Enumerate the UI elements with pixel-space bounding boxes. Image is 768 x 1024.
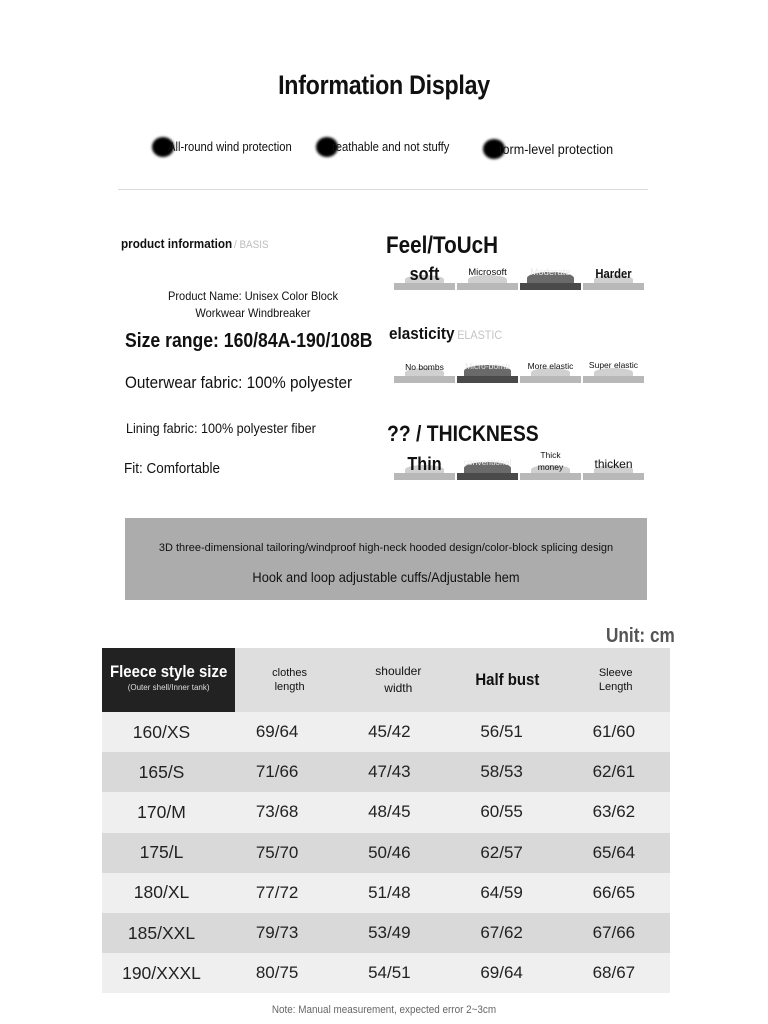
measure-cell: 60/55	[480, 802, 523, 822]
size-cell: 160/XS	[132, 721, 191, 742]
product-name: Product Name: Unisex Color Block Workwear Windbreaker	[168, 289, 338, 320]
measure-cell: 73/68	[255, 802, 299, 822]
measure-cell: 67/66	[592, 923, 636, 943]
thickness-scale	[394, 449, 644, 480]
size-cell: 180/XL	[133, 882, 190, 903]
banner-line-cuffs: Hook and loop adjustable cuffs/Adjustable hem	[252, 570, 520, 585]
feature-wind-protection	[152, 136, 306, 158]
table-row	[102, 833, 670, 873]
measure-cell: 58/53	[480, 762, 523, 782]
fit: Fit: Comfortable	[124, 460, 221, 477]
measure-cell: 69/64	[255, 722, 299, 742]
feature-storm-protection	[483, 138, 626, 160]
scale-option: Harder	[583, 262, 644, 290]
elasticity-scale	[394, 356, 644, 383]
measure-cell: 77/72	[255, 882, 299, 902]
outerwear-fabric: Outerwear fabric: 100% polyester	[125, 373, 353, 392]
table-header	[102, 648, 670, 712]
scale-option: Thin	[394, 449, 455, 480]
scale-option: conventional	[457, 449, 518, 480]
product-info-title: product information	[121, 236, 233, 251]
size-cell: 185/XXL	[127, 922, 196, 943]
header-shoulder-width: shoulder width	[375, 664, 422, 695]
design-banner	[125, 518, 647, 600]
scale-option: Micro-bomb	[457, 356, 518, 383]
scale-option: Super elastic	[583, 356, 644, 383]
measure-cell: 50/46	[368, 842, 411, 862]
scale-option: Moderate	[520, 262, 581, 290]
measure-cell: 61/60	[592, 722, 636, 742]
measure-cell: 45/42	[368, 722, 411, 742]
measure-cell: 79/73	[255, 923, 299, 943]
scale-option: No bombs	[394, 356, 455, 383]
page-title: Information Display	[278, 70, 490, 100]
measure-cell: 63/62	[592, 802, 636, 822]
measure-cell: 71/66	[255, 762, 299, 782]
table-row	[102, 712, 670, 752]
measure-cell: 47/43	[368, 762, 411, 782]
measure-cell: 68/67	[592, 963, 636, 983]
table-row	[102, 873, 670, 913]
scale-option: More elastic	[520, 356, 581, 383]
measure-cell: 54/51	[368, 963, 411, 983]
feature-label: All-round wind protection	[168, 140, 292, 154]
measure-cell: 66/65	[592, 882, 636, 902]
divider	[118, 189, 648, 190]
size-cell: 170/M	[137, 801, 186, 822]
feel-heading: Feel/ToUcH	[386, 232, 499, 259]
size-cell: 175/L	[139, 842, 184, 863]
measure-cell: 51/48	[368, 882, 411, 902]
measure-cell: 67/62	[480, 923, 523, 943]
elasticity-subtitle: ELASTIC	[457, 328, 503, 342]
scale-option: thicken	[583, 449, 644, 480]
unit-label: Unit: cm	[606, 625, 675, 647]
scale-option: Thick money	[520, 449, 581, 480]
measure-cell: 56/51	[480, 722, 523, 742]
scale-option: Microsoft	[457, 262, 518, 290]
feature-label: reathable and not stuffy	[332, 140, 450, 154]
header-clothes-length: clothes length	[272, 667, 308, 693]
lining-fabric: Lining fabric: 100% polyester fiber	[126, 420, 316, 436]
measurement-note: Note: Manual measurement, expected error 2~3cm	[271, 1004, 497, 1016]
table-body	[102, 712, 670, 993]
table-row	[102, 752, 670, 792]
feel-scale	[394, 262, 644, 290]
measure-cell: 53/49	[368, 923, 411, 943]
measure-cell: 75/70	[255, 842, 299, 862]
size-table	[102, 648, 670, 993]
size-cell: 190/XXXL	[122, 962, 201, 983]
feature-breathable	[316, 136, 462, 158]
size-header-subtitle: (Outer shell/Inner tank)	[127, 683, 210, 692]
table-row	[102, 792, 670, 832]
table-row	[102, 953, 670, 993]
size-column-header	[102, 648, 235, 712]
banner-line-design: 3D three-dimensional tailoring/windproof high-neck hooded design/color-block splicing design	[158, 542, 614, 554]
product-info-subtitle: / BASIS	[233, 239, 269, 251]
scale-option: soft	[394, 262, 455, 290]
measure-cell: 48/45	[368, 802, 411, 822]
elasticity-heading	[389, 324, 502, 344]
measure-cell: 65/64	[592, 842, 636, 862]
thickness-heading: ?? / THICKNESS	[387, 421, 539, 446]
header-half-bust: Half bust	[474, 670, 539, 689]
measure-cell: 64/59	[480, 882, 523, 902]
measure-cell: 62/57	[480, 842, 523, 862]
measure-cell: 80/75	[255, 963, 299, 983]
elasticity-title: elasticity	[389, 324, 455, 343]
measure-cell: 69/64	[480, 963, 523, 983]
header-sleeve-length: Sleeve Length	[598, 667, 633, 693]
size-range: Size range: 160/84A-190/108B	[125, 330, 373, 352]
table-row	[102, 913, 670, 953]
size-cell: 165/S	[138, 761, 185, 782]
size-header-title: Fleece style size	[109, 662, 228, 681]
measure-cell: 62/61	[592, 762, 636, 782]
product-info-heading	[121, 236, 269, 251]
feature-label: torm-level protection	[499, 141, 614, 157]
